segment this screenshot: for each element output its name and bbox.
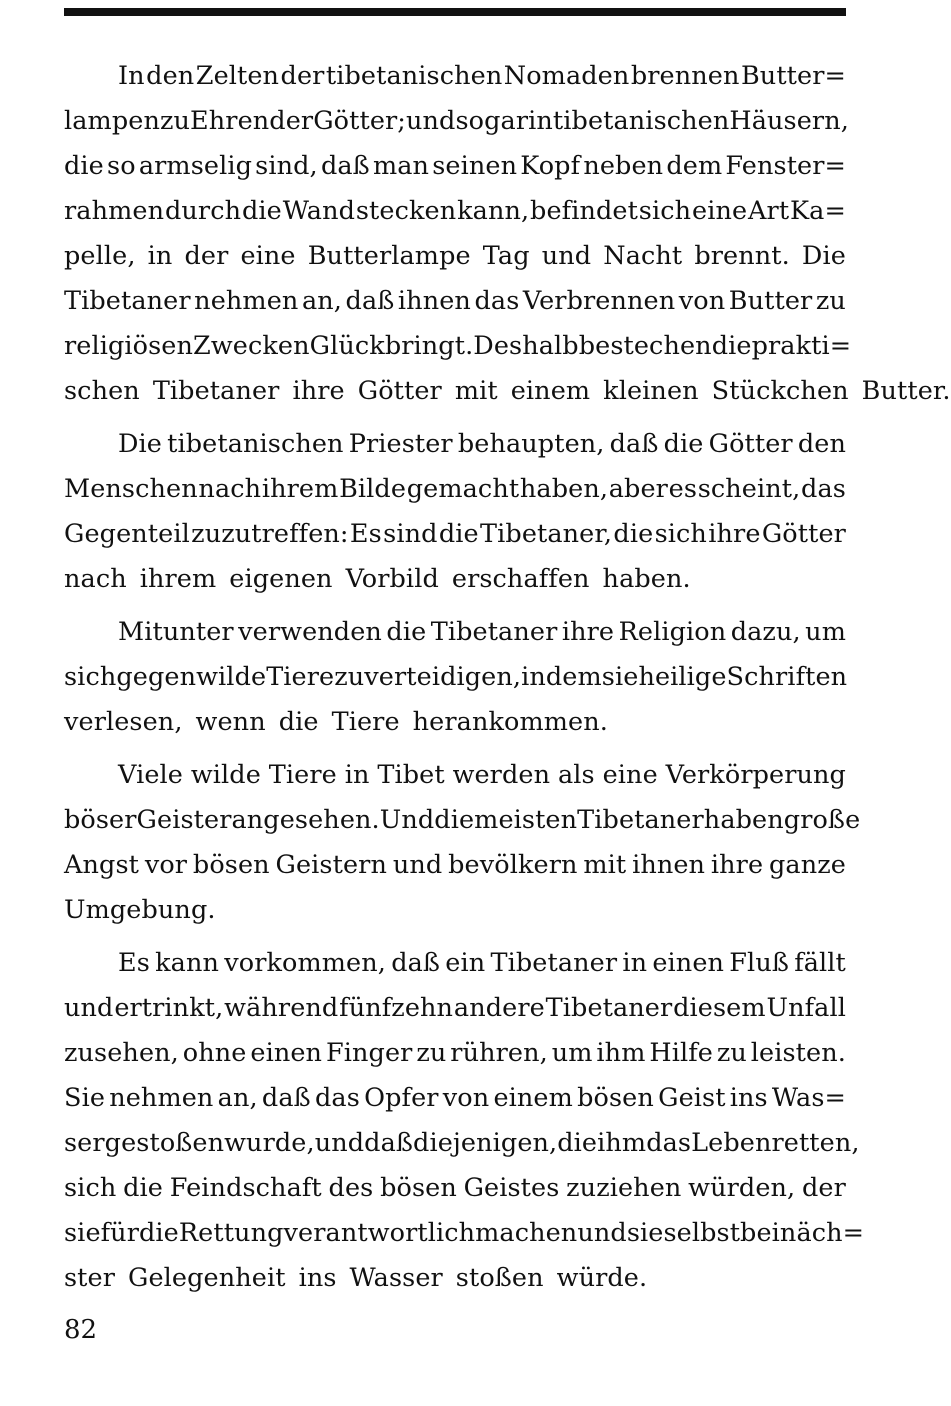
text-line: lampen zu Ehren der Götter; und sogar in tibetanischen Häusern, (64, 106, 849, 136)
text-line: ser gestoßen wurde, und daß diejenigen, die ihm das Leben retten, (64, 1128, 860, 1158)
paragraph (64, 753, 861, 933)
text-line: schen Tibetaner ihre Götter mit einem kleinen Stückchen Butter. (64, 376, 951, 406)
page-number: 82 (64, 1315, 98, 1345)
paragraph-gap (64, 602, 846, 610)
paragraph-gap (64, 414, 846, 422)
text-line: verlesen, wenn die Tiere herankommen. (64, 707, 608, 737)
text-line: sich die Feindschaft des bösen Geistes zuziehen würden, der (64, 1173, 846, 1203)
text-line: pelle, in der eine Butterlampe Tag und Nacht brennt. Die (64, 241, 846, 271)
text-line: rahmen durch die Wand stecken kann, befindet sich eine Art Ka= (64, 196, 846, 226)
paragraph (64, 610, 846, 745)
text-line: ster Gelegenheit ins Wasser stoßen würde. (64, 1263, 648, 1293)
body-text (64, 54, 951, 1301)
paragraph-gap (64, 745, 846, 753)
text-line: Die tibetanischen Priester behaupten, daß die Götter den (118, 429, 846, 459)
text-line: Es kann vorkommen, daß ein Tibetaner in einen Fluß fällt (118, 948, 846, 978)
text-line: In den Zelten der tibetanischen Nomaden brennen Butter= (118, 61, 846, 91)
text-line: Gegenteil zuzutreffen: Es sind die Tibetaner, die sich ihre Götter (64, 519, 846, 549)
text-line: religiösen Zwecken Glück bringt. Deshalb bestechen die prakti= (64, 331, 852, 361)
text-line: die so armselig sind, daß man seinen Kopf neben dem Fenster= (64, 151, 846, 181)
paragraph (64, 941, 865, 1301)
paragraph (64, 54, 951, 414)
text-line: zusehen, ohne einen Finger zu rühren, um ihm Hilfe zu leisten. (64, 1038, 846, 1068)
text-line: nach ihrem eigenen Vorbild erschaffen haben. (64, 564, 691, 594)
text-line: Umgebung. (64, 895, 216, 925)
text-line: sich gegen wilde Tiere zu verteidigen, indem sie heilige Schriften (64, 662, 848, 692)
text-line: Menschen nach ihrem Bilde gemacht haben, aber es scheint, das (64, 474, 846, 504)
text-line: und ertrinkt, während fünfzehn andere Tibetaner diesem Unfall (64, 993, 846, 1023)
text-line: Angst vor bösen Geistern und bevölkern mit ihnen ihre ganze (64, 850, 846, 880)
top-rule (64, 8, 846, 16)
text-line: Tibetaner nehmen an, daß ihnen das Verbrennen von Butter zu (64, 286, 846, 316)
text-line: böser Geister angesehen. Und die meisten Tibetaner haben große (64, 805, 861, 835)
text-line: Sie nehmen an, daß das Opfer von einem bösen Geist ins Was= (64, 1083, 846, 1113)
text-line: Viele wilde Tiere in Tibet werden als eine Verkörperung (118, 760, 846, 790)
text-line: Mitunter verwenden die Tibetaner ihre Religion dazu, um (118, 617, 846, 647)
paragraph (64, 422, 846, 602)
text-line: sie für die Rettung verantwortlich machen und sie selbst bei näch= (64, 1218, 865, 1248)
paragraph-gap (64, 933, 846, 941)
